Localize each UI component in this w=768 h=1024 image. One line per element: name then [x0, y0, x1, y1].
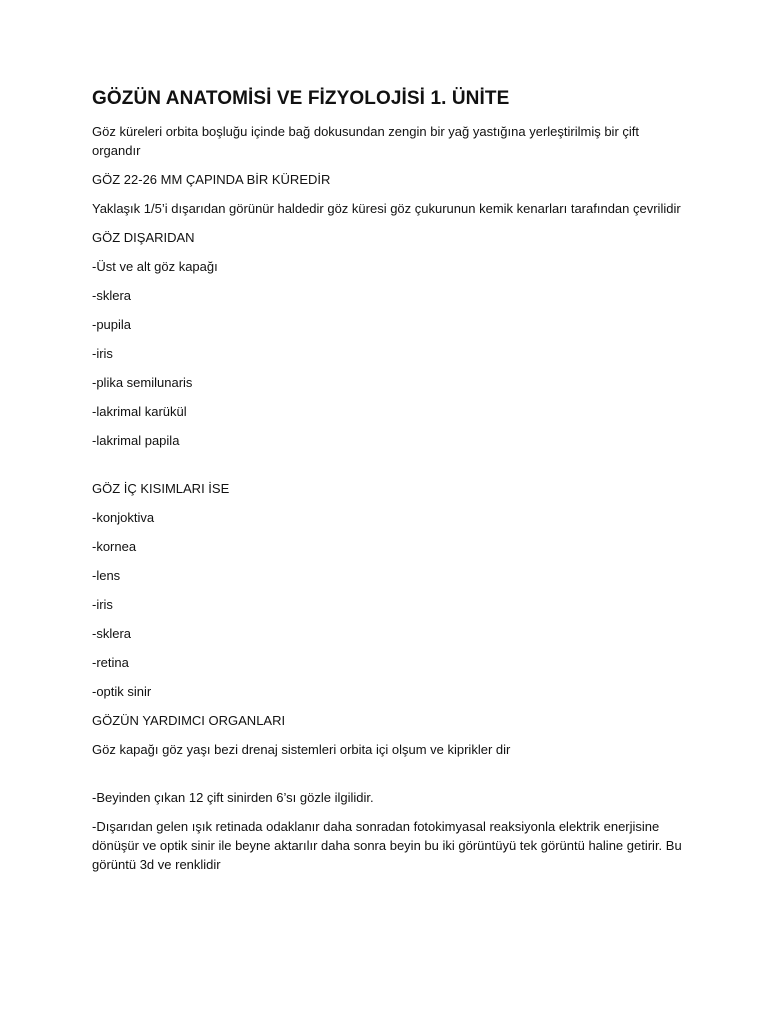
list-item: -iris [92, 597, 113, 612]
list-item: -sklera [92, 626, 132, 641]
list-item: -lens [92, 568, 121, 583]
list-item: -lakrimal papila [92, 433, 180, 448]
list-item: -iris [92, 346, 113, 361]
document-title: GÖZÜN ANATOMİSİ VE FİZYOLOJİSİ 1. ÜNİTE [92, 88, 510, 109]
section-heading-auxiliary: GÖZÜN YARDIMCI ORGANLARI [92, 713, 286, 728]
list-item: -retina [92, 655, 129, 670]
list-item: -pupila [92, 317, 132, 332]
paragraph-size: GÖZ 22-26 MM ÇAPINDA BİR KÜREDİR [92, 172, 331, 187]
list-item: -optik sinir [92, 684, 152, 699]
list-item: -kornea [92, 539, 137, 554]
paragraph-nerves: -Beyinden çıkan 12 çift sinirden 6’sı gözle ilgilidir. [92, 790, 374, 805]
section-heading-internal: GÖZ İÇ KISIMLARI İSE [92, 481, 230, 496]
paragraph-vision: -Dışarıdan gelen ışık retinada odaklanır daha sonradan fotokimyasal reaksiyonla elektrik enerjisine dönüşür ve optik sinir ile beyne aktarılır daha sonra beyin bu iki görüntüyü tek görüntü haline getirir. Bu görüntü 3d ve renklidir [92, 819, 682, 872]
list-item: -konjoktiva [92, 510, 155, 525]
list-item: -Üst ve alt göz kapağı [92, 259, 218, 274]
paragraph-visible: Yaklaşık 1/5’i dışarıdan görünür haldedir göz küresi göz çukurunun kemik kenarları tarafından çevrilidir [92, 201, 681, 216]
list-item: -plika semilunaris [92, 375, 193, 390]
list-item: -lakrimal karükül [92, 404, 187, 419]
paragraph-auxiliary: Göz kapağı göz yaşı bezi drenaj sistemleri orbita içi olşum ve kiprikler dir [92, 742, 511, 757]
list-item: -sklera [92, 288, 132, 303]
blank-line [92, 769, 688, 788]
section-heading-external: GÖZ DIŞARIDAN [92, 230, 195, 245]
paragraph-intro: Göz küreleri orbita boşluğu içinde bağ dokusundan zengin bir yağ yastığına yerleştirilmiş bir çift organdır [92, 124, 640, 158]
blank-line [92, 460, 688, 479]
